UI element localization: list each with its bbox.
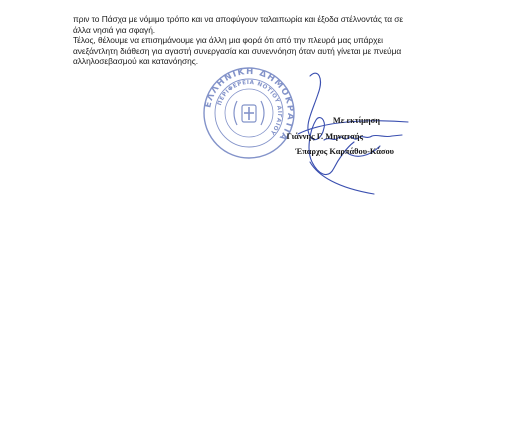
letter-body — [73, 14, 473, 67]
letter-line: Τέλος, θέλουμε να επισημάνουμε για άλλη μια φορά ότι από την πλευρά μας υπάρχει — [73, 35, 383, 46]
letter-line: πριν το Πάσχα με νόμιμο τρόπο και να αποφύγουν ταλαιπωρία και έξοδα στέλνοντάς τα σε — [73, 14, 404, 24]
closing-block — [287, 113, 394, 160]
signatory-name: Γιάννης Γ. Μηνατσής — [286, 131, 363, 141]
letter-line: ανεξάντλητη διάθεση για αγαστή συνεργασία και συνεννόηση όταν αυτή γίνεται με πνεύμα — [73, 45, 402, 56]
closing-greeting: Με εκτίμηση — [332, 116, 380, 125]
stamp-inner-text: ΠΕΡΙΦΕΡΕΙΑ ΝΟΤΙΟΥ ΑΙΓΑΙΟΥ — [217, 79, 283, 136]
signatory-title: Έπαρχος Καρπάθου-Κάσου — [295, 147, 394, 156]
stamp-outer-text: ΕΛΛΗΝΙΚΗ ΔΗΜΟΚΡΑΤΙΑ — [203, 67, 295, 143]
letter-line: αλληλοσεβασμού και κατανόησης. — [73, 56, 198, 67]
letter-line: άλλα νησιά για σφαγή. — [73, 24, 156, 35]
